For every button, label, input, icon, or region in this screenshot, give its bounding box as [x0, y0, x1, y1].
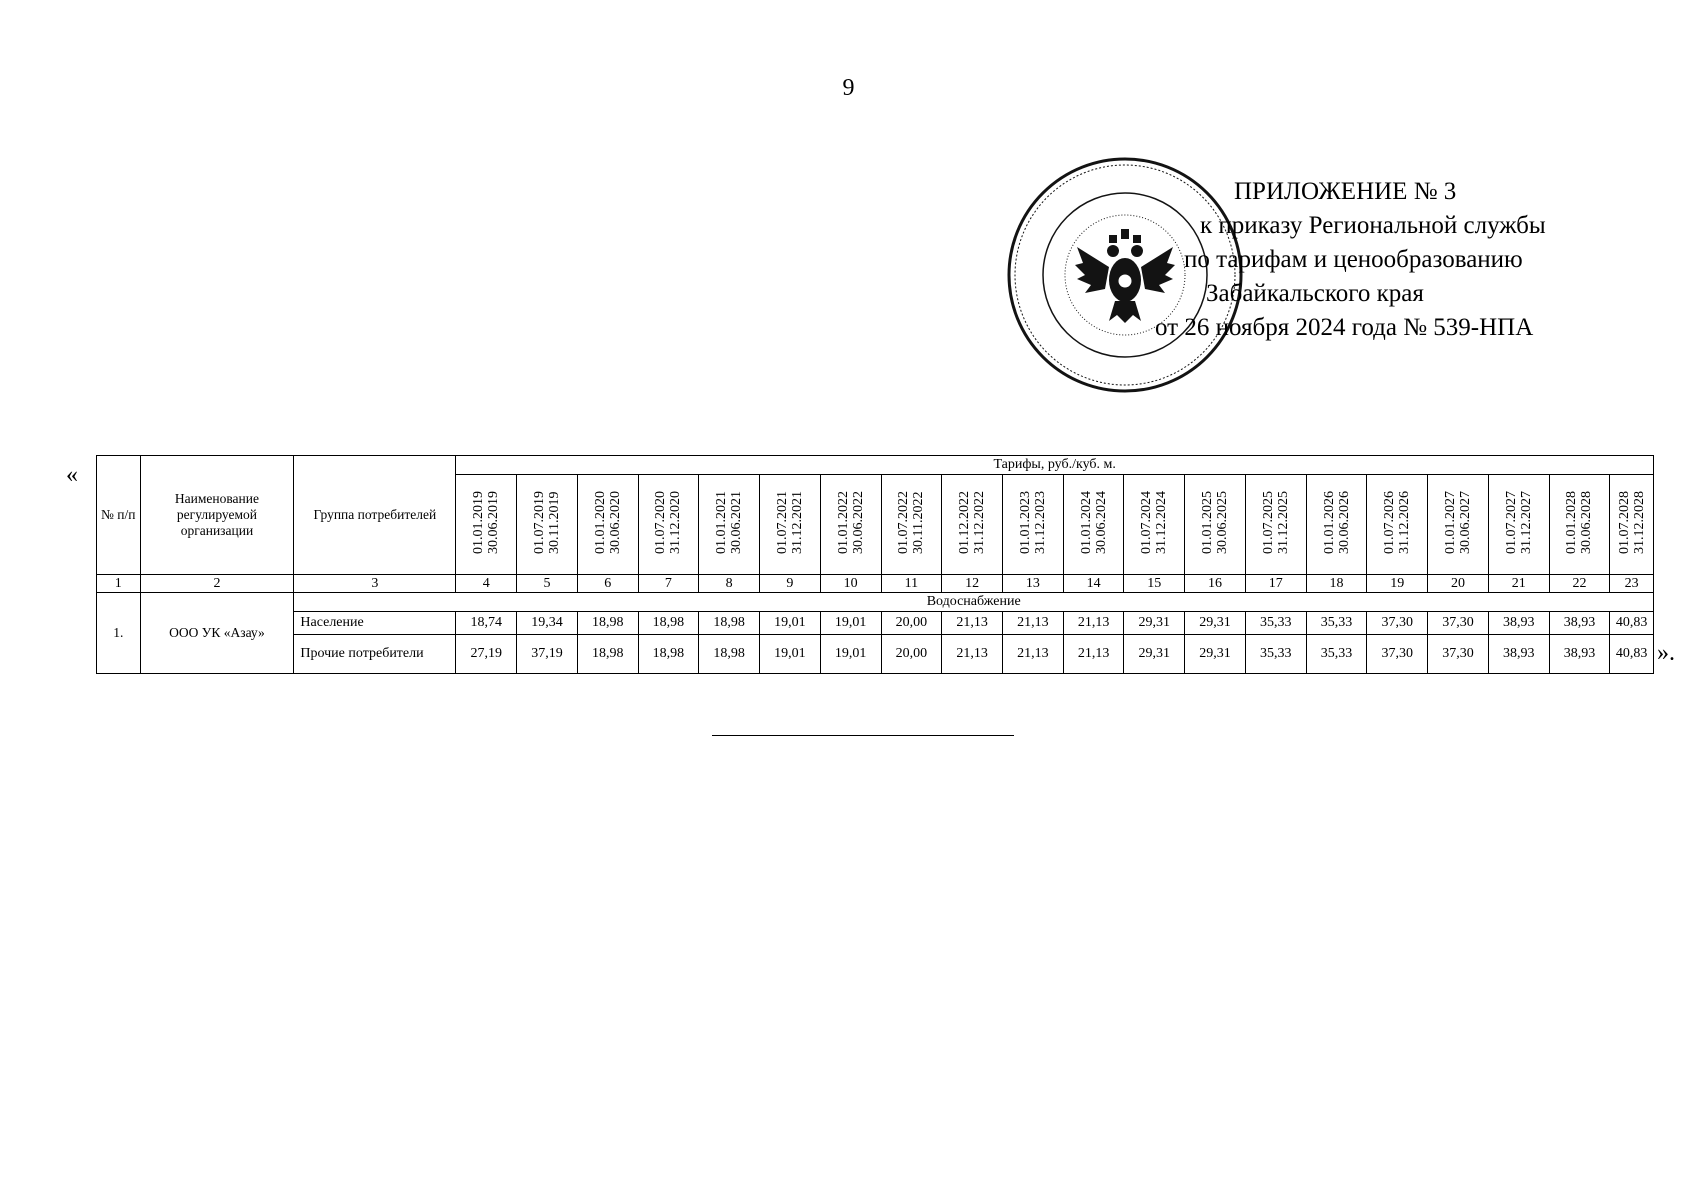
column-number: 9 — [760, 575, 821, 593]
tariff-value: 29,31 — [1124, 635, 1185, 674]
column-number: 2 — [140, 575, 294, 593]
period-label: 01.01.2027 30.06.2027 — [1442, 491, 1473, 554]
period-label: 01.01.2021 30.06.2021 — [714, 491, 745, 554]
tariff-value: 19,01 — [760, 635, 821, 674]
tariff-value: 35,33 — [1245, 635, 1306, 674]
column-number: 21 — [1488, 575, 1549, 593]
consumer-group: Население — [294, 612, 456, 635]
opening-quote: « — [66, 462, 78, 488]
period-label: 01.01.2026 30.06.2026 — [1321, 491, 1352, 554]
period-label: 01.07.2026 31.12.2026 — [1382, 491, 1413, 554]
tariff-value: 35,33 — [1306, 612, 1367, 635]
tariff-value: 37,30 — [1428, 635, 1489, 674]
tariff-value: 40,83 — [1610, 635, 1654, 674]
column-number: 10 — [820, 575, 881, 593]
column-number: 13 — [1002, 575, 1063, 593]
column-number: 3 — [294, 575, 456, 593]
column-number-row — [97, 575, 1654, 593]
tariff-value: 38,93 — [1488, 635, 1549, 674]
tariff-value: 21,13 — [942, 635, 1003, 674]
period-label: 01.07.2025 31.12.2025 — [1260, 491, 1291, 554]
period-label: 01.07.2024 31.12.2024 — [1139, 491, 1170, 554]
page-number: 9 — [842, 75, 855, 101]
tariff-value: 38,93 — [1549, 612, 1610, 635]
section-title: Водоснабжение — [294, 593, 1654, 612]
table-row — [97, 635, 1654, 674]
period-header — [1063, 475, 1124, 575]
period-label: 01.01.2023 31.12.2023 — [1017, 491, 1048, 554]
period-header — [942, 475, 1003, 575]
tariff-value: 20,00 — [881, 635, 942, 674]
appendix-line: от 26 ноября 2024 года № 539-НПА — [1155, 314, 1534, 341]
period-header — [456, 475, 517, 575]
header-org: Наименование регулируемой организации — [140, 456, 294, 575]
period-label: 01.07.2027 31.12.2027 — [1503, 491, 1534, 554]
org-name: ООО УК «Азау» — [140, 593, 294, 674]
period-header — [1124, 475, 1185, 575]
header-group: Группа потребителей — [294, 456, 456, 575]
closing-quote: ». — [1657, 640, 1675, 666]
row-number: 1. — [97, 593, 141, 674]
tariff-value: 21,13 — [942, 612, 1003, 635]
period-label: 01.07.2022 30.11.2022 — [896, 491, 927, 554]
tariff-value: 35,33 — [1245, 612, 1306, 635]
tariff-table — [96, 455, 1654, 674]
column-number: 19 — [1367, 575, 1428, 593]
tariff-value: 18,98 — [699, 635, 760, 674]
period-header — [699, 475, 760, 575]
tariff-value: 37,19 — [517, 635, 578, 674]
column-number: 23 — [1610, 575, 1654, 593]
tariff-value: 18,98 — [699, 612, 760, 635]
period-label: 01.07.2019 30.11.2019 — [531, 491, 562, 554]
period-header — [1549, 475, 1610, 575]
tariff-value: 37,30 — [1367, 612, 1428, 635]
period-header — [1245, 475, 1306, 575]
column-number: 17 — [1245, 575, 1306, 593]
header-num: № п/п — [97, 456, 141, 575]
period-label: 01.01.2028 30.06.2028 — [1564, 491, 1595, 554]
tariff-value: 18,98 — [577, 612, 638, 635]
tariff-value: 21,13 — [1063, 612, 1124, 635]
tariff-value: 18,74 — [456, 612, 517, 635]
period-header — [1367, 475, 1428, 575]
tariff-value: 38,93 — [1488, 612, 1549, 635]
column-number: 1 — [97, 575, 141, 593]
period-label: 01.07.2028 31.12.2028 — [1616, 491, 1647, 554]
tariff-value: 35,33 — [1306, 635, 1367, 674]
period-header — [517, 475, 578, 575]
period-label: 01.01.2024 30.06.2024 — [1078, 491, 1109, 554]
appendix-line: к приказу Региональной службы — [1200, 212, 1546, 239]
period-header — [577, 475, 638, 575]
tariff-value: 19,01 — [760, 612, 821, 635]
tariff-value: 40,83 — [1610, 612, 1654, 635]
column-number: 4 — [456, 575, 517, 593]
tariff-value: 19,34 — [517, 612, 578, 635]
column-number: 7 — [638, 575, 699, 593]
appendix-line: Забайкальского края — [1206, 280, 1424, 307]
tariff-value: 18,98 — [638, 635, 699, 674]
tariff-value: 27,19 — [456, 635, 517, 674]
column-number: 14 — [1063, 575, 1124, 593]
column-number: 12 — [942, 575, 1003, 593]
tariff-value: 29,31 — [1185, 612, 1246, 635]
column-number: 11 — [881, 575, 942, 593]
tariff-value: 18,98 — [577, 635, 638, 674]
appendix-title: ПРИЛОЖЕНИЕ № 3 — [1234, 178, 1457, 205]
period-label: 01.01.2022 30.06.2022 — [835, 491, 866, 554]
tariff-value: 21,13 — [1063, 635, 1124, 674]
period-header — [820, 475, 881, 575]
column-number: 18 — [1306, 575, 1367, 593]
period-label: 01.07.2021 31.12.2021 — [774, 491, 805, 554]
consumer-group: Прочие потребители — [294, 635, 456, 674]
period-label: 01.07.2020 31.12.2020 — [653, 491, 684, 554]
end-divider — [712, 735, 1014, 736]
column-number: 8 — [699, 575, 760, 593]
period-header — [1306, 475, 1367, 575]
header-tariffs: Тарифы, руб./куб. м. — [456, 456, 1654, 475]
period-header — [1002, 475, 1063, 575]
tariff-value: 19,01 — [820, 612, 881, 635]
period-label: 01.01.2020 30.06.2020 — [592, 491, 623, 554]
period-header — [1428, 475, 1489, 575]
period-label: 01.01.2025 30.06.2025 — [1200, 491, 1231, 554]
appendix-header — [1140, 175, 1546, 345]
tariff-value: 20,00 — [881, 612, 942, 635]
tariff-value: 19,01 — [820, 635, 881, 674]
column-number: 5 — [517, 575, 578, 593]
column-number: 16 — [1185, 575, 1246, 593]
tariff-value: 38,93 — [1549, 635, 1610, 674]
table-row — [97, 612, 1654, 635]
column-number: 6 — [577, 575, 638, 593]
tariff-value: 18,98 — [638, 612, 699, 635]
tariff-value: 37,30 — [1428, 612, 1489, 635]
tariff-value: 21,13 — [1002, 612, 1063, 635]
period-header — [760, 475, 821, 575]
period-label: 01.01.2019 30.06.2019 — [471, 491, 502, 554]
tariff-value: 37,30 — [1367, 635, 1428, 674]
period-header — [1488, 475, 1549, 575]
period-header — [1185, 475, 1246, 575]
tariff-value: 29,31 — [1185, 635, 1246, 674]
column-number: 20 — [1428, 575, 1489, 593]
column-number: 22 — [1549, 575, 1610, 593]
tariff-value: 21,13 — [1002, 635, 1063, 674]
period-header — [881, 475, 942, 575]
period-label: 01.12.2022 31.12.2022 — [957, 491, 988, 554]
period-header — [638, 475, 699, 575]
appendix-line: по тарифам и ценообразованию — [1184, 246, 1523, 273]
period-header — [1610, 475, 1654, 575]
tariff-value: 29,31 — [1124, 612, 1185, 635]
column-number: 15 — [1124, 575, 1185, 593]
